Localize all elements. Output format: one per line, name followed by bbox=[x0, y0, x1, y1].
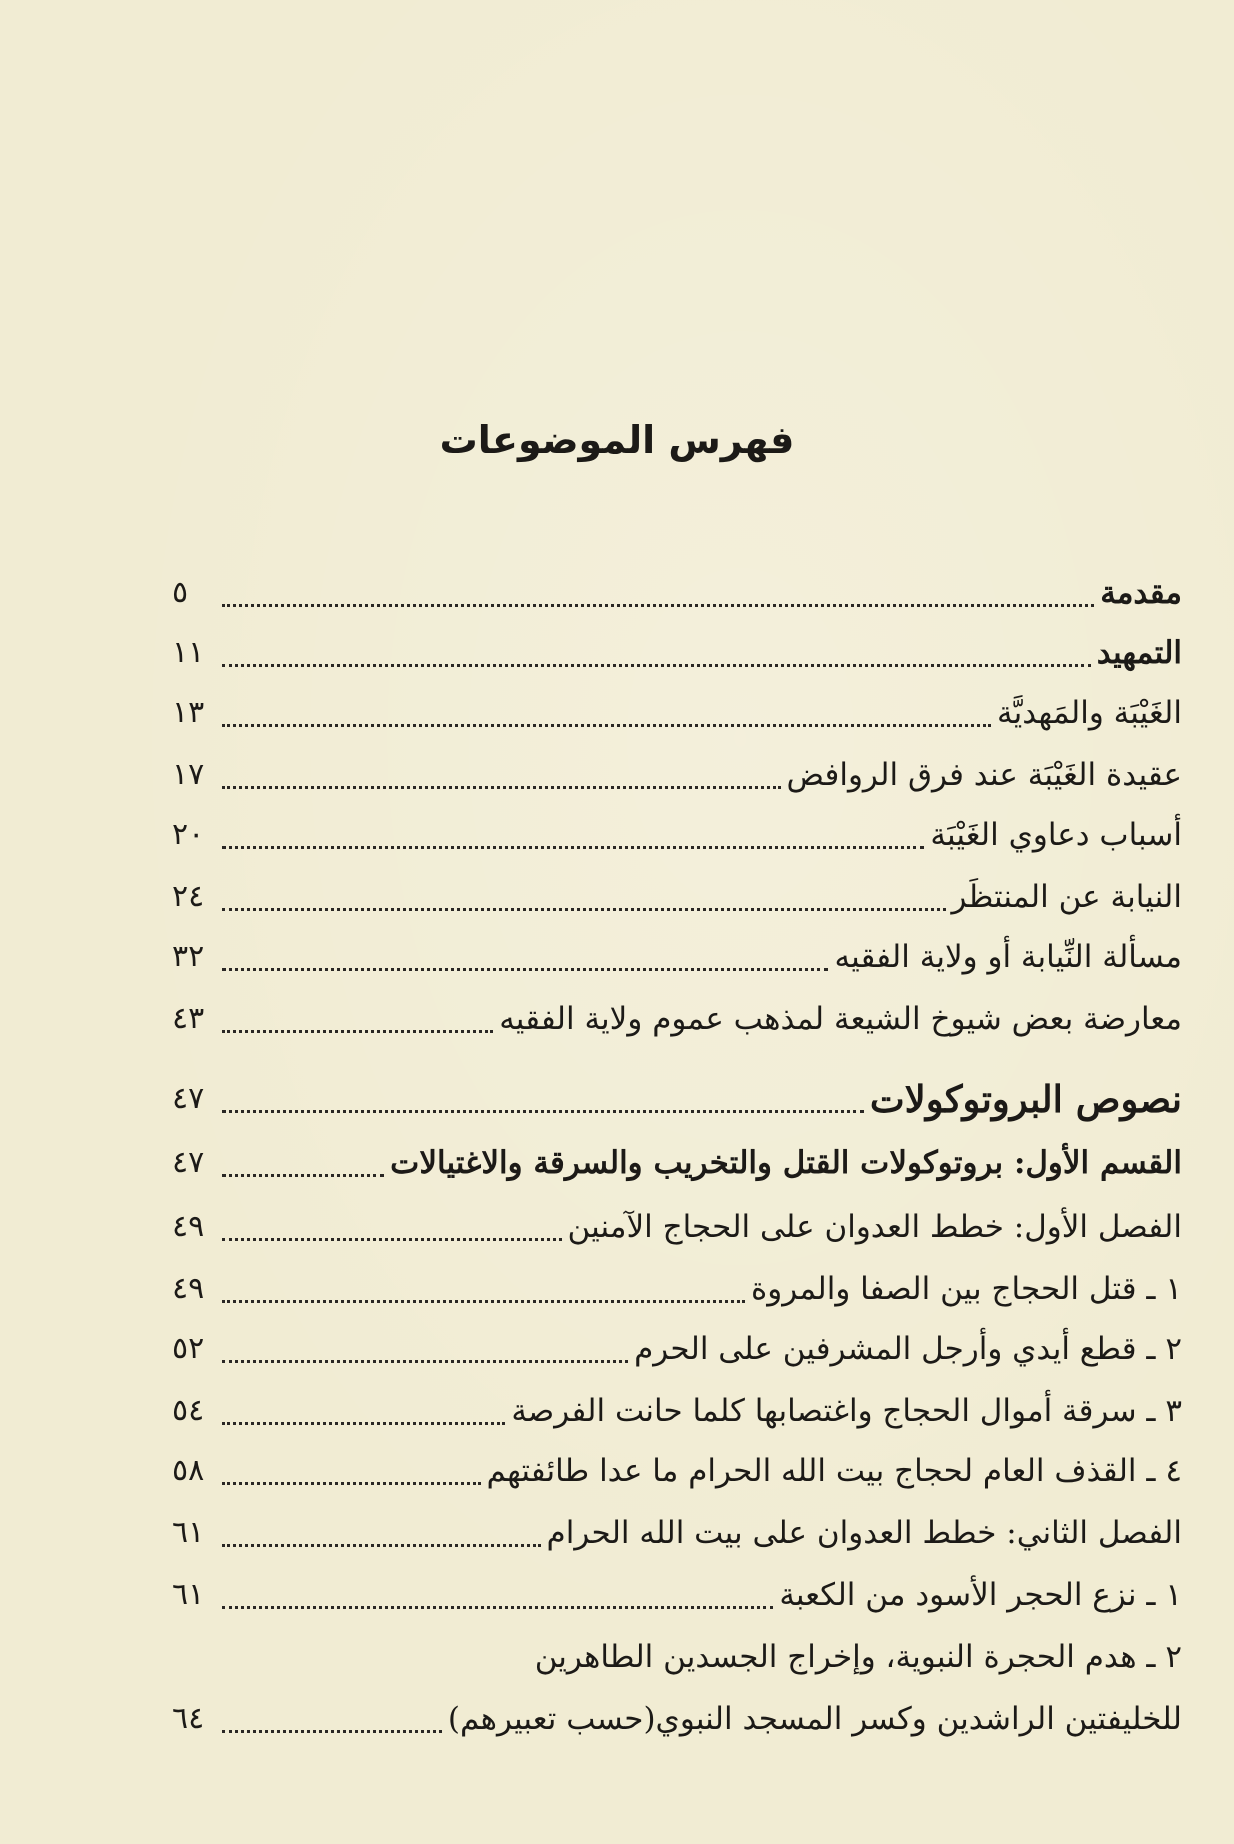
dot-leader bbox=[222, 878, 946, 911]
toc-entry-preface[interactable] bbox=[172, 615, 1182, 673]
toc-entry-label: الفصل الأول: خطط العدوان على الحجاج الآمنين bbox=[567, 1209, 1182, 1245]
toc-entry-label: ١ ـ نزع الحجر الأسود من الكعبة bbox=[779, 1577, 1182, 1613]
dot-leader bbox=[222, 1700, 442, 1733]
toc-entry-label: ١ ـ قتل الحجاج بين الصفا والمروة bbox=[751, 1271, 1182, 1307]
toc-entry[interactable] bbox=[172, 1433, 1234, 1491]
toc-entry-label: ٣ ـ سرقة أموال الحجاج واغتصابها كلما حانت الفرصة bbox=[511, 1393, 1182, 1429]
toc-entry-protocol-texts[interactable] bbox=[172, 1061, 1182, 1119]
toc-entry-page: ٤٩ bbox=[172, 1209, 205, 1244]
dot-leader bbox=[222, 816, 924, 849]
toc-entry[interactable] bbox=[172, 737, 1234, 795]
dot-leader bbox=[222, 1208, 562, 1241]
toc-entry-label: مسألة النِّيابة أو ولاية الفقيه bbox=[834, 939, 1182, 975]
toc-entry-page: ٦١ bbox=[172, 1577, 205, 1612]
toc-entry-label: ٤ ـ القذف العام لحجاج بيت الله الحرام ما عدا طائفتهم bbox=[486, 1453, 1182, 1489]
toc-entry-chapter-two[interactable] bbox=[172, 1495, 1234, 1553]
toc-entry-page: ٦٤ bbox=[172, 1701, 205, 1736]
toc-entry-label: الغَيْبَة والمَهديَّة bbox=[997, 695, 1182, 731]
dot-leader bbox=[222, 756, 781, 789]
toc-entry-part-one[interactable] bbox=[172, 1125, 1182, 1183]
toc-entry-page: ٦١ bbox=[172, 1515, 205, 1550]
toc-entry-page: ٥٨ bbox=[172, 1453, 205, 1488]
dot-leader bbox=[222, 1144, 384, 1177]
toc-entry[interactable] bbox=[172, 1373, 1234, 1431]
toc-entry-label: مقدمة bbox=[1100, 575, 1182, 611]
toc-entry-label: للخليفتين الراشدين وكسر المسجد النبوي(حسب تعبيرهم) bbox=[447, 1701, 1182, 1737]
toc-entry-page: ١٣ bbox=[172, 695, 205, 730]
toc-entry-page: ٥٤ bbox=[172, 1393, 205, 1428]
toc-entry[interactable] bbox=[172, 1681, 1234, 1739]
toc-entry-page: ٤٩ bbox=[172, 1271, 205, 1306]
toc-entry-label: القسم الأول: بروتوكولات القتل والتخريب والسرقة والاغتيالات bbox=[390, 1145, 1182, 1181]
toc-entry-chapter-one[interactable] bbox=[172, 1189, 1234, 1247]
toc-entry[interactable] bbox=[172, 919, 1234, 977]
toc-entry-page: ٤٧ bbox=[172, 1081, 205, 1116]
dot-leader bbox=[222, 634, 1091, 667]
toc-entry-page: ١٧ bbox=[172, 757, 205, 792]
dot-leader bbox=[222, 1000, 493, 1033]
toc-entry-page: ١١ bbox=[172, 635, 205, 670]
toc-entry-continued[interactable] bbox=[172, 1619, 1234, 1677]
toc-entry-label: التمهيد bbox=[1096, 635, 1182, 671]
toc-entry-page: ٢٤ bbox=[172, 879, 205, 914]
toc-entry-label: النيابة عن المنتظَر bbox=[951, 879, 1182, 915]
toc-entry-label: ٢ ـ هدم الحجرة النبوية، وإخراج الجسدين الطاهرين bbox=[534, 1639, 1182, 1675]
dot-leader bbox=[222, 1514, 541, 1547]
toc-entry-page: ٥٢ bbox=[172, 1331, 205, 1366]
toc-entry[interactable] bbox=[172, 981, 1234, 1039]
toc-entry-page: ٥ bbox=[172, 575, 189, 610]
toc-entry-page: ٣٢ bbox=[172, 939, 205, 974]
dot-leader bbox=[222, 1330, 628, 1363]
toc-entry-label: نصوص البروتوكولات bbox=[869, 1077, 1182, 1121]
toc-entry-page: ٤٣ bbox=[172, 1001, 205, 1036]
toc-entry[interactable] bbox=[172, 1557, 1234, 1615]
dot-leader bbox=[222, 1080, 864, 1113]
toc-entry-page: ٤٧ bbox=[172, 1145, 205, 1180]
toc-entry[interactable] bbox=[172, 797, 1234, 855]
toc-entry-label: الفصل الثاني: خطط العدوان على بيت الله الحرام bbox=[546, 1515, 1182, 1551]
toc-entry[interactable] bbox=[172, 859, 1234, 917]
toc-entry-label: معارضة بعض شيوخ الشيعة لمذهب عموم ولاية الفقيه bbox=[499, 1001, 1182, 1037]
toc-entry-label: ٢ ـ قطع أيدي وأرجل المشرفين على الحرم bbox=[634, 1331, 1182, 1367]
dot-leader bbox=[222, 574, 1094, 607]
toc-entry[interactable] bbox=[172, 675, 1234, 733]
dot-leader bbox=[222, 1576, 773, 1609]
toc-entry-label: عقيدة الغَيْبَة عند فرق الروافض bbox=[786, 757, 1182, 793]
toc-entry[interactable] bbox=[172, 1251, 1234, 1309]
toc-entry-introduction[interactable] bbox=[172, 555, 1182, 613]
dot-leader bbox=[222, 694, 991, 727]
dot-leader bbox=[222, 938, 828, 971]
toc-entry-page: ٢٠ bbox=[172, 817, 205, 852]
page-title: فهرس الموضوعات bbox=[439, 418, 795, 462]
toc-entry-label: أسباب دعاوي الغَيْبَة bbox=[930, 817, 1182, 853]
dot-leader bbox=[222, 1392, 505, 1425]
toc-entry[interactable] bbox=[172, 1311, 1234, 1369]
dot-leader bbox=[222, 1452, 481, 1485]
dot-leader bbox=[222, 1270, 745, 1303]
